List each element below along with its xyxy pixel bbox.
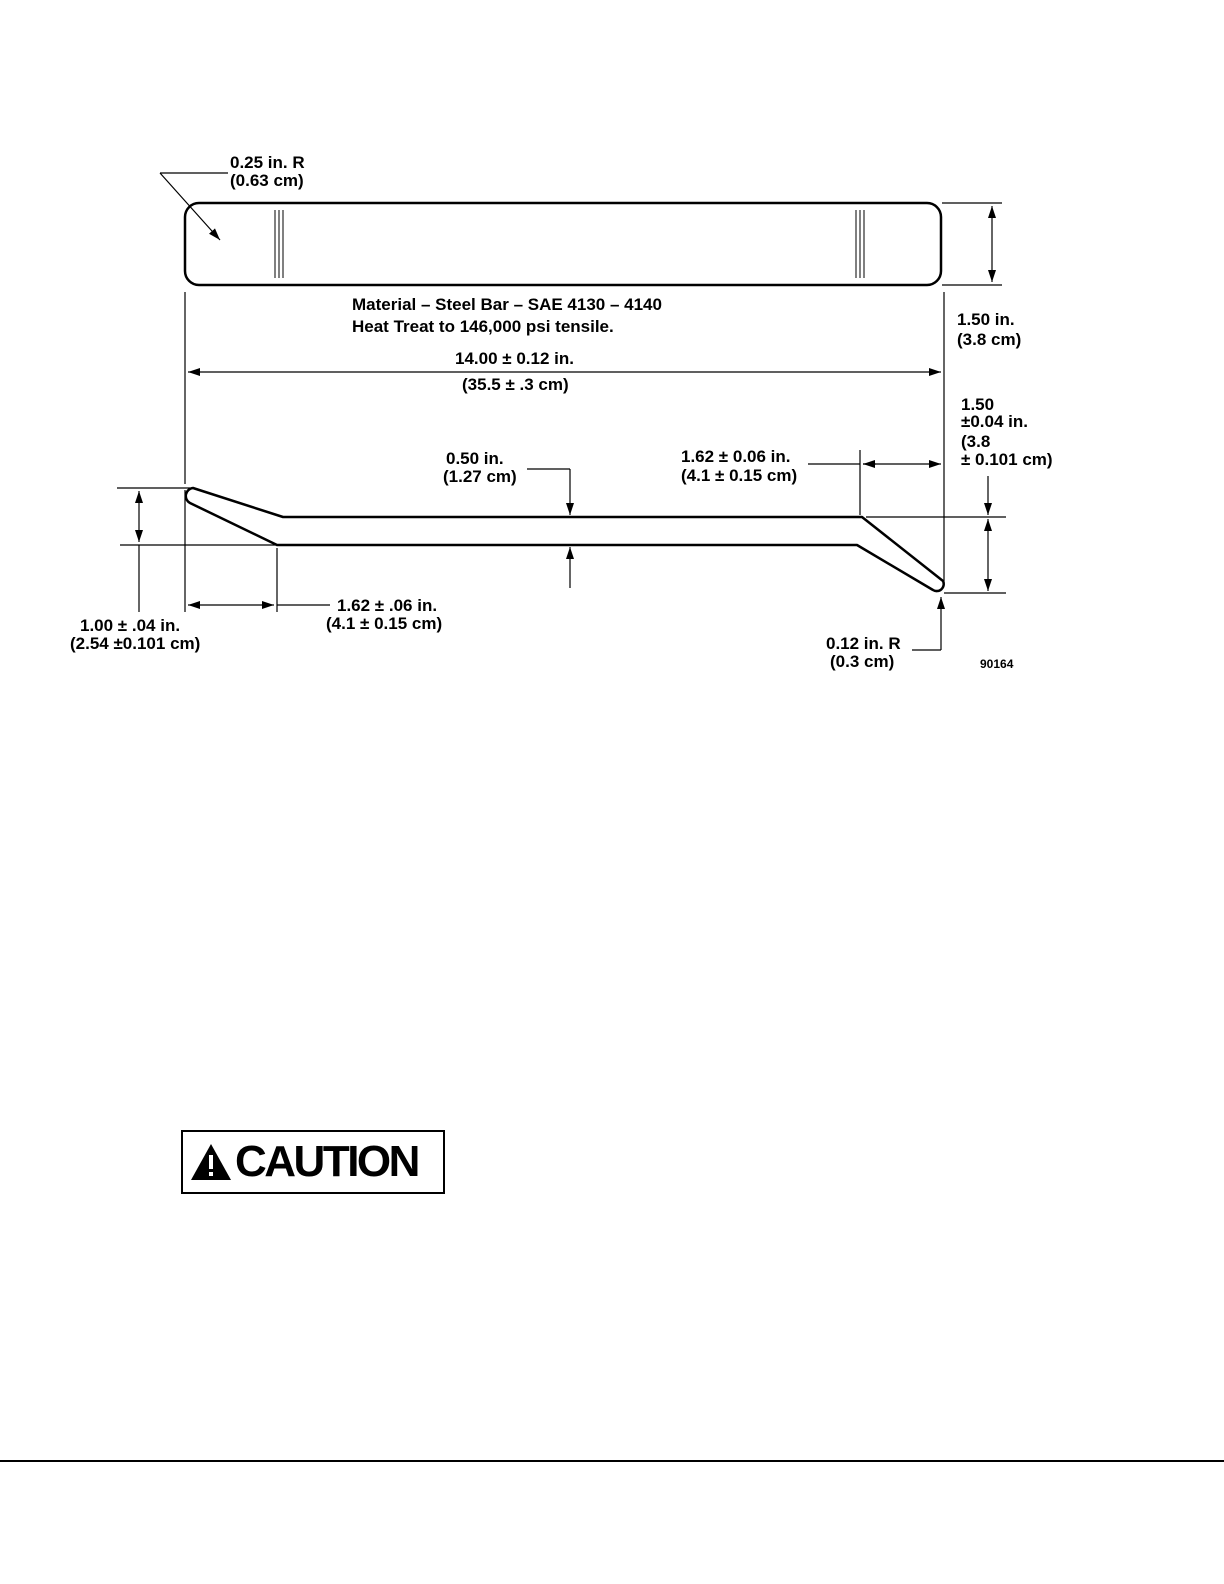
radius-tip-label-in: 0.12 in. R xyxy=(826,634,901,653)
page-footer-rule xyxy=(0,1460,1224,1462)
bend-right-label-in: 1.62 ± 0.06 in. xyxy=(681,447,791,466)
rise-right-label-line4: ± 0.101 cm) xyxy=(961,450,1053,469)
length-label-cm: (35.5 ± .3 cm) xyxy=(462,375,569,394)
rise-right-label-line1: 1.50 xyxy=(961,395,995,414)
rise-left-label-cm: (2.54 ±0.101 cm) xyxy=(70,634,201,653)
caution-text: CAUTION xyxy=(235,1137,418,1186)
thickness-dimension xyxy=(527,469,570,588)
radius-tip-label-cm: (0.3 cm) xyxy=(830,652,895,671)
bar-side-view xyxy=(186,488,944,591)
caution-label xyxy=(181,1130,445,1194)
radius-top-leader xyxy=(160,173,228,240)
figure-number: 90164 xyxy=(980,657,1014,671)
bend-right-label-cm: (4.1 ± 0.15 cm) xyxy=(681,466,798,485)
rise-right-label-line2: ±0.04 in. xyxy=(961,412,1028,431)
bend-line-left xyxy=(275,210,283,278)
length-label-in: 14.00 ± 0.12 in. xyxy=(455,349,574,368)
material-note-line1: Material – Steel Bar – SAE 4130 – 4140 xyxy=(352,295,662,314)
bend-line-right xyxy=(856,210,864,278)
width-dimension xyxy=(942,203,1002,285)
bend-right-dimension xyxy=(808,450,941,515)
width-label-cm: (3.8 cm) xyxy=(957,330,1022,349)
radius-top-label-cm: (0.63 cm) xyxy=(230,171,304,190)
bend-left-label-cm: (4.1 ± 0.15 cm) xyxy=(326,614,443,633)
radius-tip-leader xyxy=(912,597,941,650)
bend-left-label-in: 1.62 ± .06 in. xyxy=(337,596,438,615)
thickness-label-in: 0.50 in. xyxy=(446,449,504,468)
thickness-label-cm: (1.27 cm) xyxy=(443,467,517,486)
radius-top-label-in: 0.25 in. R xyxy=(230,153,305,172)
width-label-in: 1.50 in. xyxy=(957,310,1015,329)
rise-right-label-line3: (3.8 xyxy=(961,432,991,451)
material-note-line2: Heat Treat to 146,000 psi tensile. xyxy=(352,317,614,336)
bar-top-view xyxy=(185,203,941,285)
rise-left-label-in: 1.00 ± .04 in. xyxy=(80,616,181,635)
warning-triangle-icon xyxy=(189,1142,233,1182)
